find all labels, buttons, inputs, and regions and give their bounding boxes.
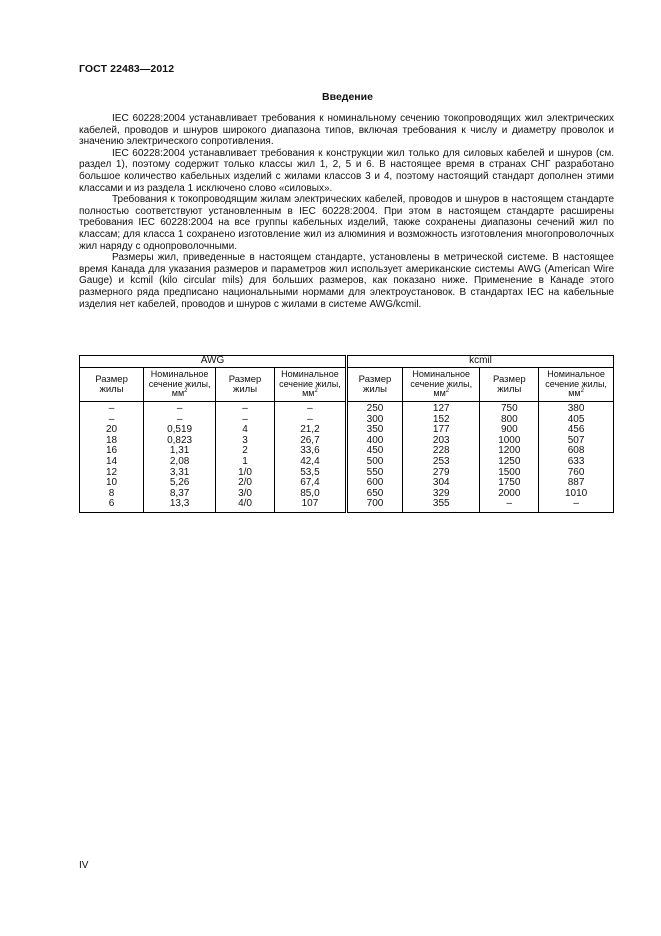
- table-cell: 2,08: [144, 457, 216, 468]
- table-cell: 1750: [480, 478, 539, 489]
- table-cell: 279: [403, 468, 480, 479]
- table-cell: –: [216, 415, 275, 426]
- table-cell: 228: [403, 446, 480, 457]
- table-cell: 16: [80, 446, 144, 457]
- table-cell: 1250: [480, 457, 539, 468]
- page-number: IV: [79, 860, 89, 871]
- table-cell: 760: [539, 468, 614, 479]
- table-cell: 350: [346, 425, 402, 436]
- table-cell: 550: [346, 468, 402, 479]
- table-cell: 18: [80, 436, 144, 447]
- table-cell: 12: [80, 468, 144, 479]
- table-cell: 1/0: [216, 468, 275, 479]
- col-header-size: Размер жилы: [346, 368, 402, 402]
- table-cell: 67,4: [274, 478, 346, 489]
- table-row: [80, 425, 614, 436]
- paragraph-2: IEC 60228:2004 устанавливает требования к конструкции жил только для силовых кабелей и шнуров (см. раздел 1), поэтому содержит только классы жил 1, 2, 5 и 6. В настоящее время в странах СНГ разработано большое количество кабельных изделий с жилами классов 3 и 4, поэтому настоящий стандарт дополнен этими классами и из раздела 1 исключено слово «силовых».: [79, 147, 614, 194]
- table-cell: 250: [346, 402, 402, 415]
- table-cell: 10: [80, 478, 144, 489]
- table-cell: 253: [403, 457, 480, 468]
- table-cell: 507: [539, 436, 614, 447]
- table-cell: 633: [539, 457, 614, 468]
- table-cell: 5,26: [144, 478, 216, 489]
- table-cell: –: [274, 402, 346, 415]
- table-cell: 33,6: [274, 446, 346, 457]
- table-cell: 900: [480, 425, 539, 436]
- table-cell: 8,37: [144, 489, 216, 500]
- awg-kcmil-table: [79, 355, 614, 513]
- table-row: [80, 446, 614, 457]
- table-cell: 8: [80, 489, 144, 500]
- table-cell: 1200: [480, 446, 539, 457]
- table-cell: 887: [539, 478, 614, 489]
- table-cell: –: [216, 402, 275, 415]
- col-header-size: Размер жилы: [216, 368, 275, 402]
- group-header-kcmil: kcmil: [346, 356, 613, 368]
- table-cell: 6: [80, 499, 144, 512]
- paragraph-3: Требования к токопроводящим жилам электрических кабелей, проводов и шнуров в настоящем стандарте полностью соответствуют установленным в IEC 60228:2004. При этом в настоящем стандарте расширены требования IEC 60228:2004 на все группы кабельных изделий, также сохранены диапазоны сечений жил по классам; для класса 1 сохранено изготовление жил из алюминия и возможность изготовления многопроволочных жил наряду с однопроволочными.: [79, 194, 614, 252]
- table-cell: 300: [346, 415, 402, 426]
- table-cell: 85,0: [274, 489, 346, 500]
- table-cell: 14: [80, 457, 144, 468]
- table-cell: 750: [480, 402, 539, 415]
- table-cell: –: [480, 499, 539, 512]
- table-cell: 42,4: [274, 457, 346, 468]
- table-cell: 1000: [480, 436, 539, 447]
- table-cell: –: [274, 415, 346, 426]
- table-cell: 700: [346, 499, 402, 512]
- col-header-size: Размер жилы: [80, 368, 144, 402]
- table-cell: 304: [403, 478, 480, 489]
- table-row: [80, 457, 614, 468]
- table-cell: 608: [539, 446, 614, 457]
- col-header-section: Номинальное сечение жилы, $мм^2$: [403, 368, 480, 402]
- table-cell: 20: [80, 425, 144, 436]
- paragraph-1: IEC 60228:2004 устанавливает требования к номинальному сечению токопроводящих жил электрических кабелей, проводов и шнуров широкого диапазона типов, включая требования к числу и диаметру проволок и значению электрического сопротивления.: [79, 113, 614, 148]
- table-cell: 2/0: [216, 478, 275, 489]
- table-group-header-row: [80, 356, 614, 368]
- col-header-section: Номинальное сечение жилы, $мм^2$: [274, 368, 346, 402]
- table-cell: 500: [346, 457, 402, 468]
- table-cell: 203: [403, 436, 480, 447]
- table-cell: 2000: [480, 489, 539, 500]
- table-cell: 152: [403, 415, 480, 426]
- table-cell: 355: [403, 499, 480, 512]
- table-cell: 2: [216, 446, 275, 457]
- table-row: [80, 478, 614, 489]
- table-cell: 3,31: [144, 468, 216, 479]
- table-cell: 456: [539, 425, 614, 436]
- table-cell: 1,31: [144, 446, 216, 457]
- table-cell: –: [80, 402, 144, 415]
- table-cell: 800: [480, 415, 539, 426]
- col-header-size: Размер жилы: [480, 368, 539, 402]
- table-column-header-row: [80, 368, 614, 402]
- table-cell: 1: [216, 457, 275, 468]
- table-cell: 127: [403, 402, 480, 415]
- table-cell: 4/0: [216, 499, 275, 512]
- paragraph-4: Размеры жил, приведенные в настоящем стандарте, установлены в метрической системе. В настоящее время Канада для указания размеров и параметров жил использует американские системы AWG (American Wire Gauge) и kcmil (kilo circular mils) для больших размеров, как показано ниже. Применение в Канаде этого размерного ряда предписано национальными нормами для электроустановок. В стандартах IEC на кабельные изделия нет кабелей, проводов и шнуров с жилами в системе AWG/kcmil.: [79, 252, 614, 310]
- table-cell: 329: [403, 489, 480, 500]
- table-row: [80, 402, 614, 415]
- table-cell: 0,823: [144, 436, 216, 447]
- table-cell: 53,5: [274, 468, 346, 479]
- table-cell: 450: [346, 446, 402, 457]
- table-cell: 1500: [480, 468, 539, 479]
- table-cell: 600: [346, 478, 402, 489]
- table-row: [80, 499, 614, 512]
- introduction-text: [79, 113, 614, 310]
- table-cell: –: [539, 499, 614, 512]
- table-cell: 177: [403, 425, 480, 436]
- col-header-section: Номинальное сечение жилы, $мм^2$: [539, 368, 614, 402]
- table-cell: 107: [274, 499, 346, 512]
- table-cell: 405: [539, 415, 614, 426]
- table-row: [80, 489, 614, 500]
- table-cell: –: [144, 415, 216, 426]
- table-cell: 3: [216, 436, 275, 447]
- table-row: [80, 436, 614, 447]
- table-cell: 400: [346, 436, 402, 447]
- table-body: [80, 402, 614, 513]
- table-row: [80, 468, 614, 479]
- group-header-awg: AWG: [80, 356, 347, 368]
- table-row: [80, 415, 614, 426]
- table-cell: 13,3: [144, 499, 216, 512]
- table-cell: 650: [346, 489, 402, 500]
- table-cell: –: [80, 415, 144, 426]
- section-title: Введение: [322, 91, 373, 103]
- table-cell: 1010: [539, 489, 614, 500]
- table-cell: 26,7: [274, 436, 346, 447]
- table-cell: 0,519: [144, 425, 216, 436]
- table-cell: 380: [539, 402, 614, 415]
- table-cell: 3/0: [216, 489, 275, 500]
- table-cell: 4: [216, 425, 275, 436]
- document-header: ГОСТ 22483—2012: [79, 63, 175, 75]
- table-cell: 21,2: [274, 425, 346, 436]
- col-header-section: Номинальное сечение жилы, $мм^2$: [144, 368, 216, 402]
- table-cell: –: [144, 402, 216, 415]
